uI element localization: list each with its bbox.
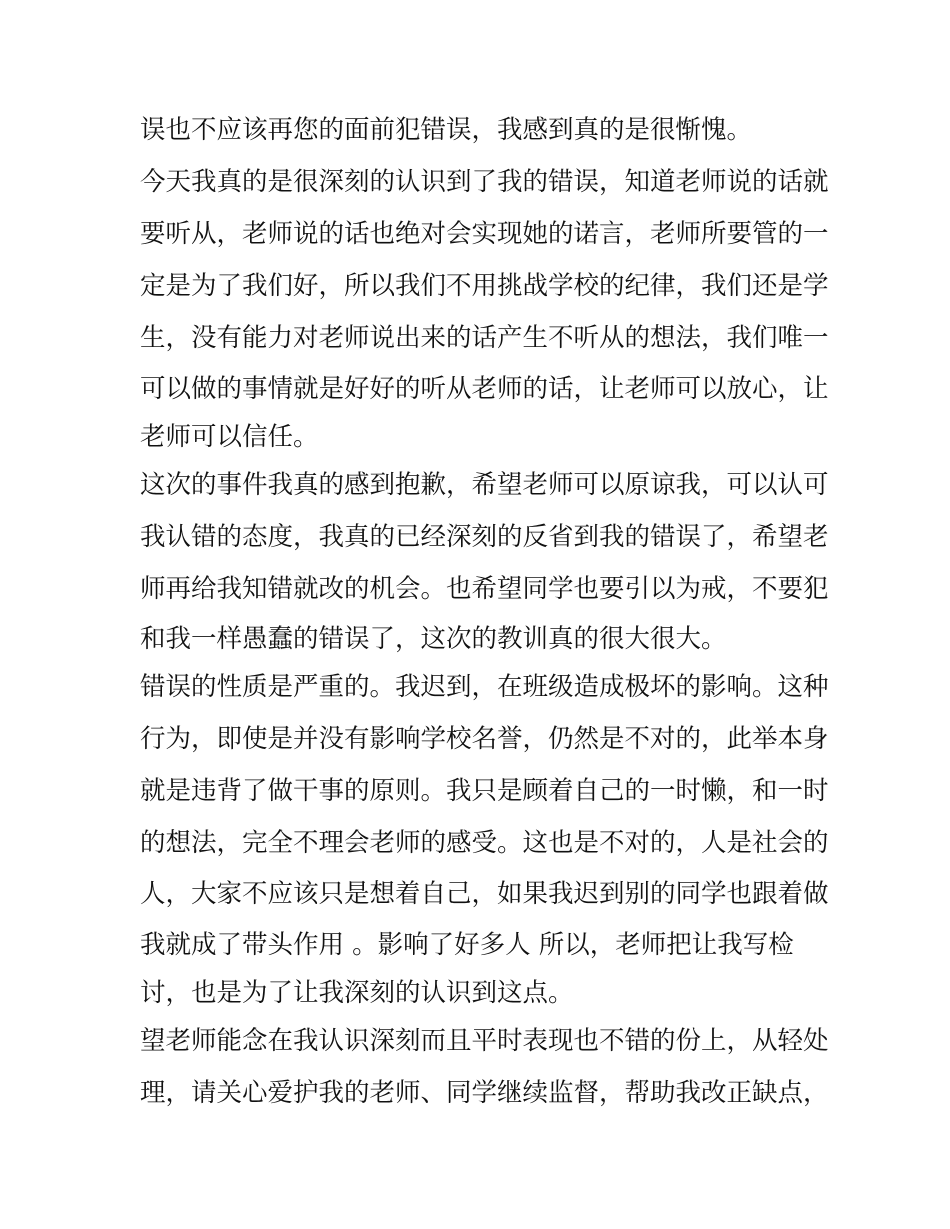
text-line: 人，大家不应该只是想着自己，如果我迟到别的同学也跟着做 [140,879,829,909]
text-line: 今天我真的是很深刻的认识到了我的错误，知道老师说的话就 [140,167,829,197]
text-line: 定是为了我们好，所以我们不用挑战学校的纪律，我们还是学 [140,271,829,301]
text-line: 讨，也是为了让我深刻的认识到这点。 [140,978,574,1008]
text-line: 就是违背了做干事的原则。我只是顾着自己的一时懒，和一时 [140,776,829,806]
text-line: 我就成了带头作用 。影响了好多人 所以，老师把让我写检 [140,930,794,960]
text-line: 错误的性质是严重的。我迟到，在班级造成极坏的影响。这种 [140,672,829,702]
text-line: 望老师能念在我认识深刻而且平时表现也不错的份上，从轻处 [140,1026,829,1056]
text-line: 要听从，老师说的话也绝对会实现她的诺言，老师所要管的一 [140,219,829,249]
text-line: 行为，即使是并没有影响学校名誉，仍然是不对的，此举本身 [140,724,829,754]
text-line: 和我一样愚蠢的错误了，这次的教训真的很大很大。 [140,624,727,654]
text-line: 师再给我知错就改的机会。也希望同学也要引以为戒，不要犯 [140,574,829,604]
text-line: 生，没有能力对老师说出来的话产生不听从的想法，我们唯一 [140,323,829,353]
text-line: 误也不应该再您的面前犯错误，我感到真的是很惭愧。 [140,115,753,145]
text-line: 我认错的态度，我真的已经深刻的反省到我的错误了，希望老 [140,522,829,552]
text-line: 这次的事件我真的感到抱歉，希望老师可以原谅我，可以认可 [140,470,829,500]
text-line: 理，请关心爱护我的老师、同学继续监督，帮助我改正缺点， [140,1078,829,1108]
text-line: 老师可以信任。 [140,422,319,452]
text-line: 的想法，完全不理会老师的感受。这也是不对的，人是社会的 [140,828,829,858]
text-line: 可以做的事情就是好好的听从老师的话，让老师可以放心，让 [140,374,829,404]
